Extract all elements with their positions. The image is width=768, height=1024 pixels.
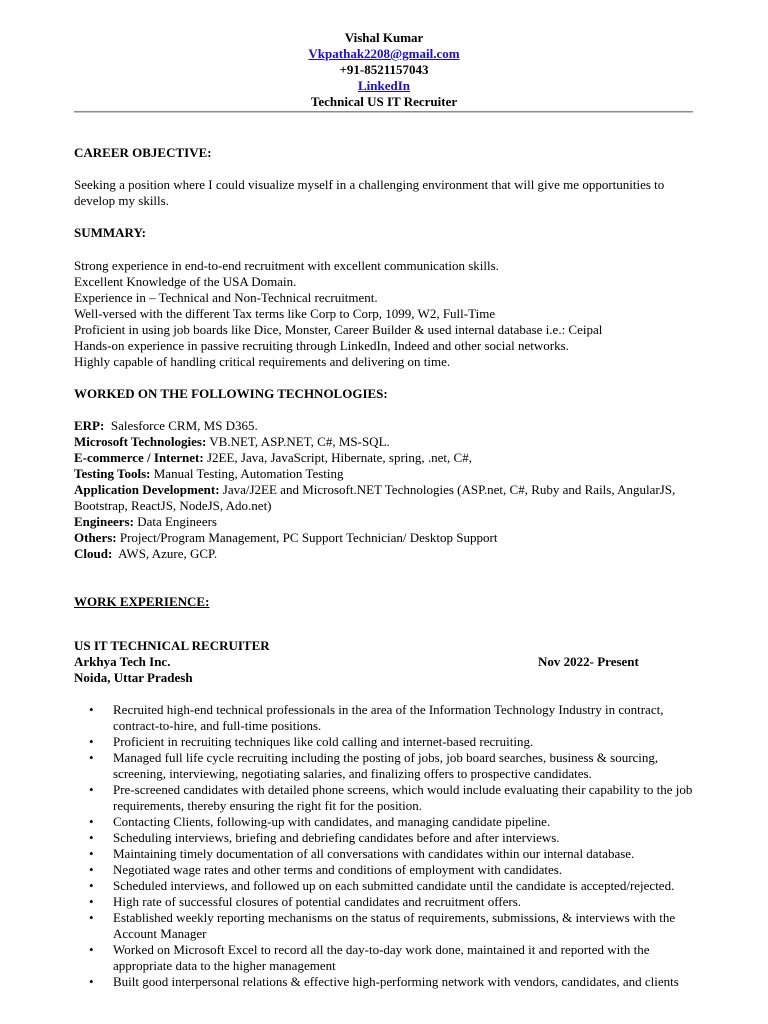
tech-label: Engineers: (74, 514, 134, 529)
bullet-line: Built good interpersonal relations & effective high-performing network with vendors, candidates, and clients (113, 974, 679, 989)
list-item (74, 862, 693, 878)
bullet-line: Scheduling interviews, briefing and debriefing candidates before and after interviews. (113, 830, 560, 845)
job-dates: Nov 2022- Present (538, 654, 639, 669)
summary-item: Excellent Knowledge of the USA Domain. (74, 274, 297, 289)
tech-label: Others: (74, 530, 117, 545)
tech-value: Salesforce CRM, MS D365. (104, 418, 258, 433)
bullet-line: High rate of successful closures of potential candidates and recruitment offers. (113, 894, 522, 909)
bullet-icon: • (89, 878, 94, 893)
bullet-icon: • (89, 942, 94, 957)
bullet-line: Established weekly reporting mechanisms on the status of requirements, submissions, & interviews with the (113, 910, 676, 925)
bullet-icon: • (89, 830, 94, 845)
summary-item: Proficient in using job boards like Dice, Monster, Career Builder & used internal database i.e.: Ceipal (74, 322, 603, 337)
work-experience-heading: WORK EXPERIENCE: (74, 594, 210, 609)
summary-item: Hands-on experience in passive recruiting through LinkedIn, Indeed and other social networks. (74, 338, 569, 353)
tech-value: Java/J2EE and Microsoft.NET Technologies (ASP.net, C#, Ruby and Rails, AngularJS, (219, 482, 676, 497)
header-divider (74, 111, 693, 113)
bullet-line: Proficient in recruiting techniques like cold calling and internet-based recruiting. (113, 734, 534, 749)
tech-others (74, 530, 694, 546)
summary-item: Experience in – Technical and Non-Technical recruitment. (74, 290, 378, 305)
bullet-icon: • (89, 894, 94, 909)
bullet-line: Contacting Clients, following-up with candidates, and managing candidate pipeline. (113, 814, 551, 829)
job-company-row (74, 654, 694, 670)
bullet-line: Managed full life cycle recruiting including the posting of jobs, job board searches, business & sourcing, (113, 750, 659, 765)
list-item (74, 702, 693, 734)
bullet-icon: • (89, 702, 94, 717)
email-link[interactable]: Vkpathak2208@gmail.com (308, 46, 460, 61)
tech-appdev (74, 482, 694, 498)
tech-label: Cloud: (74, 546, 113, 561)
resume-body (74, 145, 694, 990)
bullet-line: appropriate data to the higher management (113, 958, 336, 973)
summary-item: Highly capable of handling critical requirements and delivering on time. (74, 354, 451, 369)
tech-label: E-commerce / Internet: (74, 450, 204, 465)
career-objective-text (74, 177, 694, 209)
summary-item: Strong experience in end-to-end recruitment with excellent communication skills. (74, 258, 499, 273)
bullet-line: Worked on Microsoft Excel to record all the day-to-day work done, maintained it and reported with the (113, 942, 650, 957)
tech-appdev-continued: Bootstrap, ReactJS, NodeJS, Ado.net) (74, 498, 272, 513)
bullet-icon: • (89, 910, 94, 925)
technologies-list (74, 418, 694, 562)
tech-label: Application Development: (74, 482, 220, 497)
bullet-icon: • (89, 974, 94, 989)
summary-list (74, 258, 694, 370)
bullet-line: Pre-screened candidates with detailed phone screens, which would include evaluating their capability to the job (113, 782, 693, 797)
list-item (74, 846, 693, 862)
career-objective-heading: CAREER OBJECTIVE: (74, 145, 212, 160)
tech-label: Microsoft Technologies: (74, 434, 207, 449)
tech-erp (74, 418, 694, 434)
job-responsibilities (74, 702, 694, 990)
bullet-icon: • (89, 734, 94, 749)
tech-value: AWS, Azure, GCP. (112, 546, 218, 561)
bullet-icon: • (89, 846, 94, 861)
tech-cloud (74, 546, 694, 562)
tech-value: Data Engineers (133, 514, 217, 529)
bullet-line: Account Manager (113, 926, 207, 941)
summary-item: Well-versed with the different Tax terms like Corp to Corp, 1099, W2, Full-Time (74, 306, 496, 321)
tech-value: Manual Testing, Automation Testing (150, 466, 344, 481)
summary-heading: SUMMARY: (74, 225, 147, 240)
bullet-line: screening, interviewing, negotiating salaries, and finalizing offers to prospective candidates. (113, 766, 592, 781)
tech-microsoft (74, 434, 694, 450)
bullet-icon: • (89, 782, 94, 797)
tech-label: ERP: (74, 418, 105, 433)
bullet-line: Recruited high-end technical professionals in the area of the Information Technology Industry in contract, (113, 702, 664, 717)
list-item (74, 782, 693, 814)
bullet-icon: • (89, 862, 94, 877)
tech-value: J2EE, Java, JavaScript, Hibernate, spring, .net, C#, (203, 450, 472, 465)
resume-header (0, 30, 768, 110)
candidate-name: Vishal Kumar (344, 30, 424, 45)
career-objective-line: develop my skills. (74, 193, 169, 208)
list-item (74, 894, 693, 910)
bullet-icon: • (89, 814, 94, 829)
job-company: Arkhya Tech Inc. (74, 654, 171, 669)
tech-value: Project/Program Management, PC Support Technician/ Desktop Support (116, 530, 498, 545)
tech-testing (74, 466, 694, 482)
tech-engineers (74, 514, 694, 530)
job-location: Noida, Uttar Pradesh (74, 670, 193, 685)
job-role: US IT TECHNICAL RECRUITER (74, 638, 270, 653)
phone-number: +91-8521157043 (339, 62, 429, 77)
list-item (74, 750, 693, 782)
bullet-line: Maintaining timely documentation of all conversations with candidates within our internal database. (113, 846, 635, 861)
bullet-line: requirements, thereby ensuring the right fit for the position. (113, 798, 423, 813)
bullet-icon: • (89, 750, 94, 765)
bullet-line: Scheduled interviews, and followed up on each submitted candidate until the candidate is accepted/rejected. (113, 878, 675, 893)
tech-ecommerce (74, 450, 694, 466)
list-item (74, 830, 693, 846)
tech-value: VB.NET, ASP.NET, C#, MS-SQL. (206, 434, 390, 449)
job-title: Technical US IT Recruiter (310, 94, 458, 109)
bullet-line: Negotiated wage rates and other terms and conditions of employment with candidates. (113, 862, 563, 877)
technologies-heading: WORKED ON THE FOLLOWING TECHNOLOGIES: (74, 386, 388, 401)
list-item (74, 942, 693, 974)
bullet-line: contract-to-hire, and full-time positions. (113, 718, 322, 733)
tech-label: Testing Tools: (74, 466, 151, 481)
list-item (74, 734, 693, 750)
linkedin-link[interactable]: LinkedIn (357, 78, 411, 93)
list-item (74, 878, 693, 894)
list-item (74, 910, 693, 942)
career-objective-line: Seeking a position where I could visualize myself in a challenging environment that will give me opportunities to (74, 177, 665, 192)
list-item (74, 814, 693, 830)
list-item (74, 974, 693, 990)
